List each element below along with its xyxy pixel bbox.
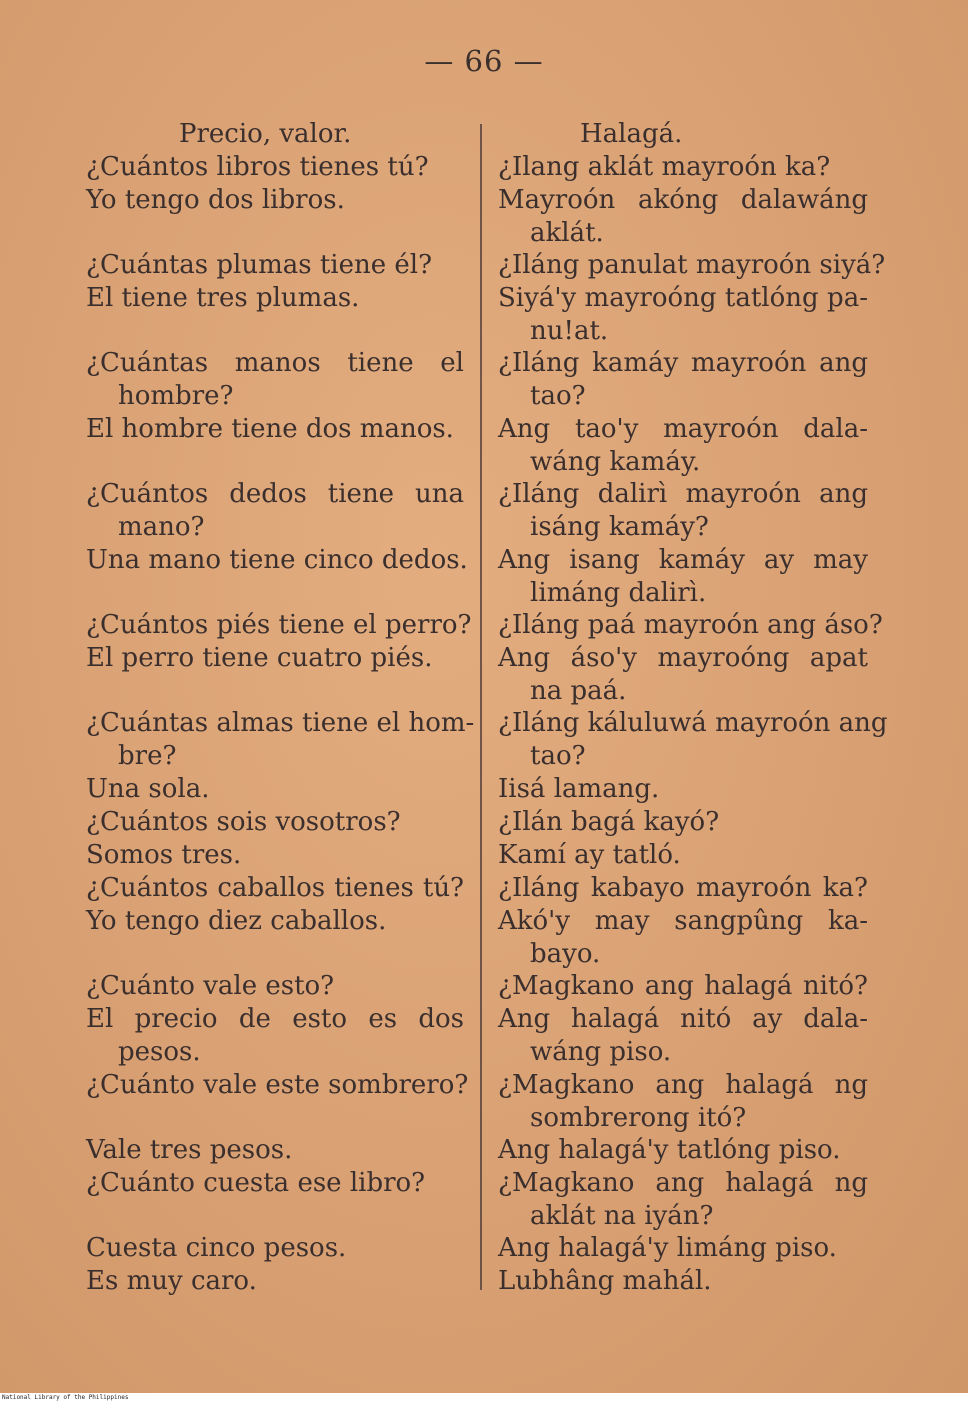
tagalog-line: wáng kamáy. bbox=[530, 447, 701, 477]
spanish-line: ¿Cuántas plumas tiene él? bbox=[86, 250, 433, 280]
spanish-line: ¿Cuántos caballos tienes tú? bbox=[86, 873, 464, 903]
tagalog-line: ¿Ilán bagá kayó? bbox=[498, 807, 720, 837]
tagalog-line: Ang halagá'y limáng piso. bbox=[498, 1233, 837, 1263]
spanish-line: ¿Cuánto cuesta ese libro? bbox=[86, 1168, 426, 1198]
tagalog-line: tao? bbox=[530, 381, 586, 411]
tagalog-line: Iisá lamang. bbox=[498, 774, 660, 804]
spanish-line: bre? bbox=[118, 741, 177, 771]
tagalog-line: Mayroón akóng dalawáng bbox=[498, 185, 868, 215]
tagalog-line: Ang tao'y mayroón dala- bbox=[498, 414, 868, 444]
column-divider bbox=[480, 124, 482, 1290]
spanish-line: Precio, valor. bbox=[179, 119, 352, 149]
tagalog-line: ¿Magkano ang halagá ng bbox=[498, 1070, 868, 1100]
tagalog-line: Ang halagá'y tatlóng piso. bbox=[498, 1135, 841, 1165]
tagalog-line: ¿Iláng kabayo mayroón ka? bbox=[498, 873, 868, 903]
spanish-line: El tiene tres plumas. bbox=[86, 283, 360, 313]
tagalog-line: wáng piso. bbox=[530, 1037, 672, 1067]
spanish-line: El precio de esto es dos bbox=[86, 1004, 464, 1034]
tagalog-line: Halagá. bbox=[580, 119, 683, 149]
tagalog-line: Ang halagá nitó ay dala- bbox=[498, 1004, 868, 1034]
spanish-line: hombre? bbox=[118, 381, 234, 411]
tagalog-line: bayo. bbox=[530, 939, 601, 969]
tagalog-line: nu!at. bbox=[530, 316, 609, 346]
footer-credit: National Library of the Philippines bbox=[0, 1393, 968, 1403]
spanish-line: ¿Cuánto vale este sombrero? bbox=[86, 1070, 469, 1100]
spanish-line: Cuesta cinco pesos. bbox=[86, 1233, 347, 1263]
tagalog-line: tao? bbox=[530, 741, 586, 771]
spanish-line: Somos tres. bbox=[86, 840, 242, 870]
page-number: — 66 — bbox=[424, 44, 544, 78]
spanish-line: ¿Cuánto vale esto? bbox=[86, 971, 335, 1001]
spanish-line: Una sola. bbox=[86, 774, 210, 804]
spanish-line: ¿Cuántas manos tiene el bbox=[86, 348, 464, 378]
tagalog-line: aklát. bbox=[530, 218, 604, 248]
spanish-line: Una mano tiene cinco dedos. bbox=[86, 545, 468, 575]
tagalog-line: Kamí ay tatló. bbox=[498, 840, 681, 870]
tagalog-line: Akó'y may sangpûng ka- bbox=[498, 906, 868, 936]
spanish-line: El perro tiene cuatro piés. bbox=[86, 643, 433, 673]
spanish-line: ¿Cuántos libros tienes tú? bbox=[86, 152, 429, 182]
spanish-line: ¿Cuántos piés tiene el perro? bbox=[86, 610, 472, 640]
spanish-line: Yo tengo dos libros. bbox=[86, 185, 345, 215]
spanish-line: El hombre tiene dos manos. bbox=[86, 414, 454, 444]
tagalog-line: Lubhâng mahál. bbox=[498, 1266, 712, 1296]
tagalog-line: ¿Magkano ang halagá ng bbox=[498, 1168, 868, 1198]
spanish-line: Vale tres pesos. bbox=[86, 1135, 293, 1165]
spanish-line: ¿Cuántas almas tiene el hom- bbox=[86, 708, 475, 738]
spanish-line: mano? bbox=[118, 512, 205, 542]
tagalog-line: ¿Iláng dalirì mayroón ang bbox=[498, 479, 868, 509]
spanish-line: ¿Cuántos sois vosotros? bbox=[86, 807, 401, 837]
tagalog-line: ¿Iláng kamáy mayroón ang bbox=[498, 348, 868, 378]
spanish-line: ¿Cuántos dedos tiene una bbox=[86, 479, 464, 509]
tagalog-line: aklát na iyán? bbox=[530, 1201, 714, 1231]
tagalog-line: Ang isang kamáy ay may bbox=[498, 545, 868, 575]
spanish-line: Yo tengo diez caballos. bbox=[86, 906, 387, 936]
tagalog-line: sombrerong itó? bbox=[530, 1103, 747, 1133]
spanish-line: Es muy caro. bbox=[86, 1266, 257, 1296]
tagalog-line: ¿Ilang aklát mayroón ka? bbox=[498, 152, 831, 182]
tagalog-line: ¿Magkano ang halagá nitó? bbox=[498, 971, 868, 1001]
tagalog-line: limáng dalirì. bbox=[530, 578, 707, 608]
tagalog-line: na paá. bbox=[530, 676, 627, 706]
tagalog-line: Ang áso'y mayroóng apat bbox=[498, 643, 868, 673]
tagalog-line: ¿Iláng paá mayroón ang áso? bbox=[498, 610, 883, 640]
tagalog-line: ¿Iláng panulat mayroón siyá? bbox=[498, 250, 886, 280]
spanish-line: pesos. bbox=[118, 1037, 201, 1067]
tagalog-line: isáng kamáy? bbox=[530, 512, 709, 542]
tagalog-line: ¿Iláng káluluwá mayroón ang bbox=[498, 708, 888, 738]
tagalog-line: Siyá'y mayroóng tatlóng pa- bbox=[498, 283, 868, 313]
